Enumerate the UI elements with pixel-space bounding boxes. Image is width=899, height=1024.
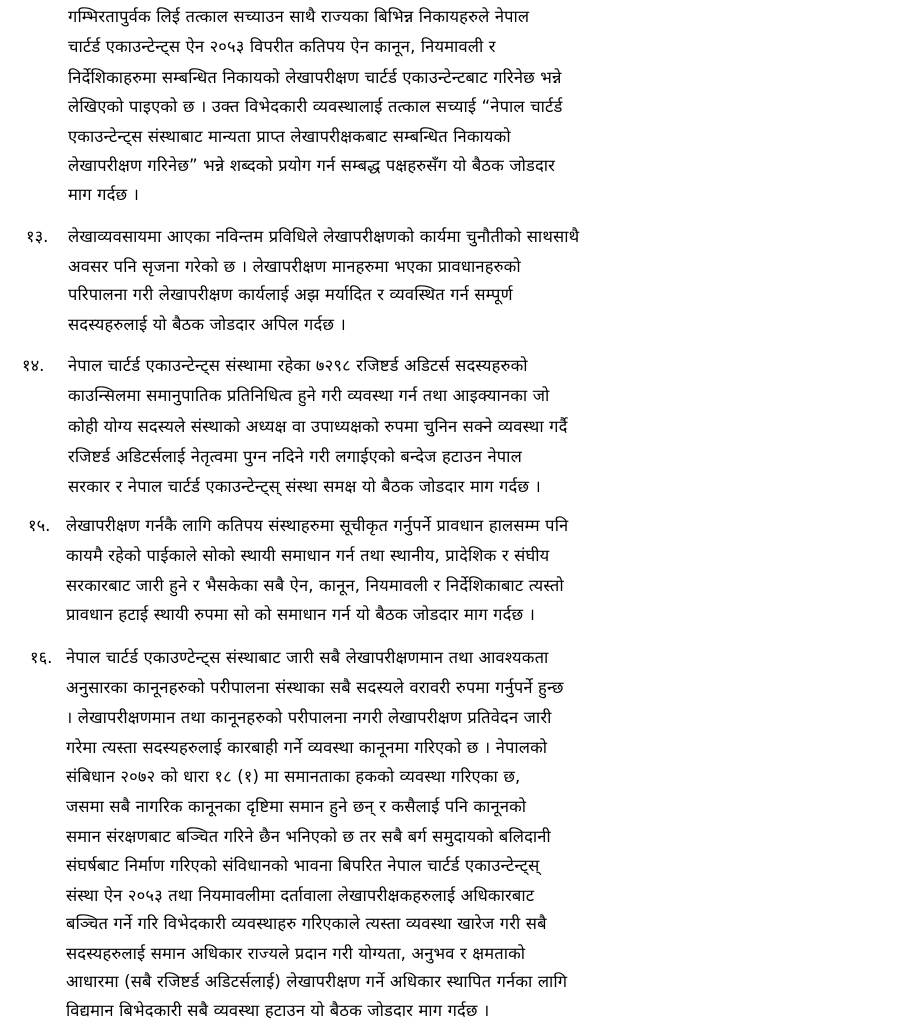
paragraph-line: कोही योग्य सदस्यले संस्थाको अध्यक्ष वा उपाध्यक्षको रुपमा चुनिन सक्ने व्यवस्था गर्दै: [68, 416, 568, 436]
paragraph-line: । लेखापरीक्षणमान तथा कानूनहरुको परीपालना नगरी लेखापरीक्षण प्रतिवेदन जारी: [66, 708, 552, 728]
paragraph-line: चार्टर्ड एकाउन्टेन्ट्स ऐन २०५३ विपरीत कतिपय ऐन कानून, नियमावली र: [68, 37, 496, 57]
paragraph-line: संबिधान २०७२ को धारा १८ (१) मा समानताका हकको व्यवस्था गरिएका छ,: [66, 767, 521, 787]
paragraph-line: अवसर पनि सृजना गरेको छ । लेखापरीक्षण मानहरुमा भएका प्रावधानहरुको: [68, 256, 521, 276]
paragraph-line: संस्था ऐन २०५३ तथा नियमावलीमा दर्तावाला लेखापरीक्षकहरुलाई अधिकारबाट: [66, 885, 535, 905]
paragraph-line: अनुसारका कानूनहरुको परीपालना संस्थाका सबै सदस्यले वरावरी रुपमा गर्नुपर्ने हुन्छ: [66, 677, 564, 697]
paragraph-line: लेखापरीक्षण गर्नकै लागि कतिपय संस्थाहरुमा सूचीकृत गर्नुपर्ने प्रावधान हालसम्म पनि: [66, 515, 569, 535]
paragraph-line: गरेमा त्यस्ता सदस्यहरुलाई कारबाही गर्ने व्यवस्था कानूनमा गरिएको छ । नेपालको: [66, 737, 548, 757]
paragraph-line: माग गर्दछ ।: [68, 185, 139, 205]
paragraph-line: बञ्चित गर्ने गरि विभेदकारी व्यवस्थाहरु गरिएकाले त्यस्ता व्यवस्था खारेज गरी सबै: [66, 914, 547, 934]
section-number: १६.: [30, 648, 53, 668]
paragraph-line: विद्यमान बिभेदकारी सबै व्यवस्था हटाउन यो बैठक जोडदार माग गर्दछ ।: [66, 1001, 490, 1020]
section-number: १४.: [22, 355, 45, 375]
section-number: १५.: [28, 515, 51, 535]
paragraph-line: सरकार र नेपाल चार्टर्ड एकाउन्टेन्ट्स् संस्था समक्ष यो बैठक जोडदार माग गर्दछ ।: [68, 476, 541, 496]
section-number: १३.: [26, 227, 49, 246]
paragraph-line: निर्देशिकाहरुमा सम्बन्धित निकायको लेखापरीक्षण चार्टर्ड एकाउन्टेन्टबाट गरिनेछ भन्ने: [68, 67, 562, 87]
paragraph-line: रजिष्टर्ड अडिटर्सलाई नेतृत्वमा पुग्न नदिने गरी लगाईएको बन्देज हटाउन नेपाल: [68, 447, 522, 467]
paragraph-line: समान संरक्षणबाट बञ्चित गरिने छैन भनिएको छ तर सबै बर्ग समुदायको बलिदानी: [66, 826, 551, 846]
paragraph-line: आधारमा (सबै रजिष्टर्ड अडिटर्सलाई) लेखापरीक्षण गर्ने अधिकार स्थापित गर्नका लागि: [66, 972, 568, 992]
paragraph-line: सरकारबाट जारी हुने र भैसकेका सबै ऐन, कानून, नियमावली र निर्देशिकाबाट त्यस्तो: [66, 575, 564, 595]
paragraph-line: लेखिएको पाइएको छ । उक्त विभेदकारी व्यवस्थालाई तत्काल सच्याई “नेपाल चार्टर्ड: [68, 97, 563, 117]
paragraph-line: काउन्सिलमा समानुपातिक प्रतिनिधित्व हुने गरी व्यवस्था गर्न तथा आइक्यानका जो: [68, 386, 550, 406]
paragraph-line: गम्भिरतापुर्वक लिई तत्काल सच्याउन साथै राज्यका बिभिन्न निकायहरुले नेपाल: [68, 6, 530, 26]
paragraph-line: सदस्यहरुलाई यो बैठक जोडदार अपिल गर्दछ ।: [68, 314, 346, 334]
paragraph-line: एकाउन्टेन्ट्स संस्थाबाट मान्यता प्राप्त लेखापरीक्षकबाट सम्बन्धित निकायको: [68, 126, 511, 146]
paragraph-line: कायमै रहेको पाईकाले सोको स्थायी समाधान गर्न तथा स्थानीय, प्रादेशिक र संघीय: [66, 546, 550, 566]
paragraph-line: जसमा सबै नागरिक कानूनका दृष्टिमा समान हुने छन् र कसैलाई पनि कानूनको: [66, 797, 527, 816]
paragraph-line: लेखापरीक्षण गरिनेछ” भन्ने शब्दको प्रयोग गर्न सम्बद्ध पक्षहरुसँग यो बैठक जोडदार: [68, 156, 556, 176]
paragraph-line: सदस्यहरुलाई समान अधिकार राज्यले प्रदान गरी योग्यता, अनुभव र क्षमताको: [66, 943, 526, 963]
paragraph-line: नेपाल चार्टर्ड एकाउन्टेन्ट्स संस्थामा रहेका ७२९८ रजिष्टर्ड अडिटर्स सदस्यहरुको: [68, 355, 528, 375]
paragraph-line: संघर्षबाट निर्माण गरिएको संविधानको भावना बिपरित नेपाल चार्टर्ड एकाउन्टेन्ट्स्: [66, 856, 540, 876]
paragraph-line: लेखाव्यवसायमा आएका नविन्तम प्रविधिले लेखापरीक्षणको कार्यमा चुनौतीको साथसाथै: [68, 227, 580, 246]
paragraph-line: परिपालना गरी लेखापरीक्षण कार्यलाई अझ मर्यादित र व्यवस्थित गर्न सम्पूर्ण: [68, 285, 513, 305]
paragraph-line: नेपाल चार्टर्ड एकाउण्टेन्ट्स संस्थाबाट जारी सबै लेखापरीक्षणमान तथा आवश्यकता: [66, 648, 549, 668]
paragraph-line: प्रावधान हटाई स्थायी रुपमा सो को समाधान गर्न यो बैठक जोडदार माग गर्दछ ।: [66, 605, 536, 625]
